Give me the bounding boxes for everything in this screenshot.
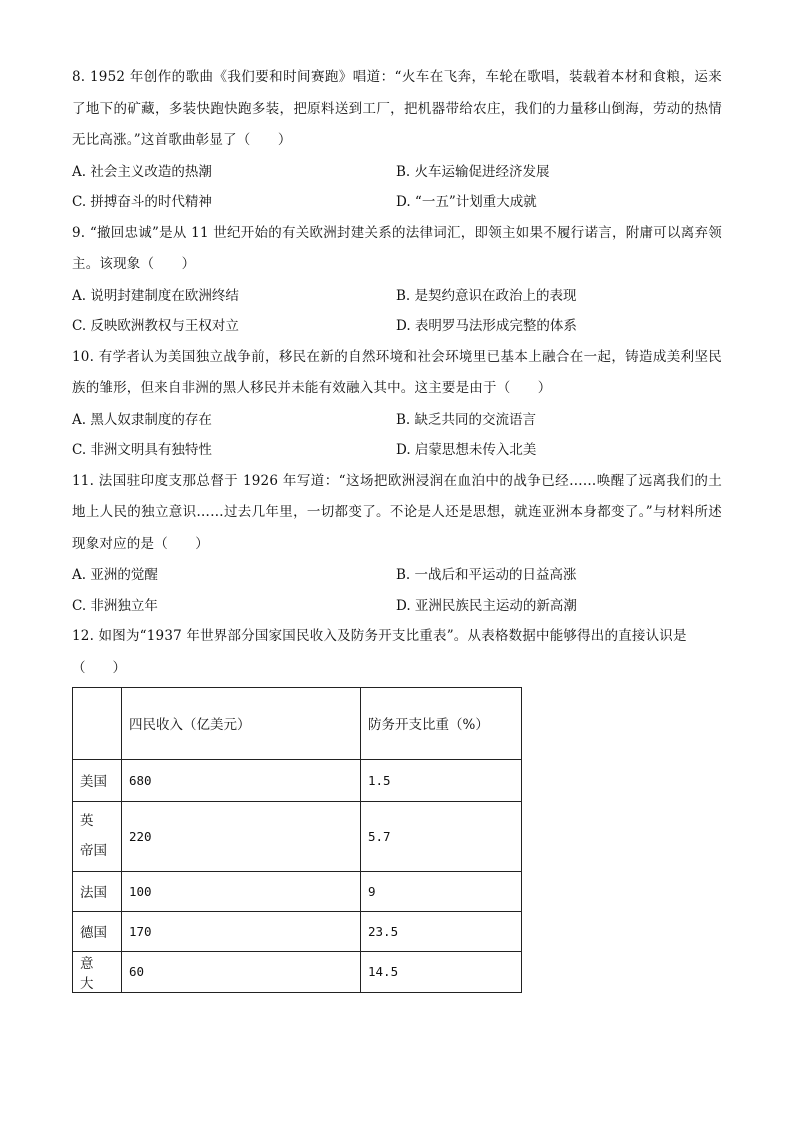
question-11 (72, 466, 722, 622)
table-cell-country: 英 帝国 (73, 801, 122, 871)
data-table (72, 687, 522, 993)
table-header-row (73, 687, 522, 759)
answer-blank: （ ） (72, 659, 126, 676)
table-cell-country: 法国 (73, 871, 122, 911)
question-stem: 9. “撤回忠诚”是从 11 世纪开始的有关欧洲封建关系的法律词汇，即领主如果不履行诺言，附庸可以离弃领主。该现象（ ） (72, 224, 722, 272)
table-row (73, 951, 522, 992)
question-stem: 8. 1952 年创作的歌曲《我们要和时间赛跑》唱道：“火车在飞奔，车轮在歌唱，装载着本材和食粮，运来了地下的矿藏，多装快跑快跑多装，把原料送到工厂，把机器带给农庄，我们的力量移山倒海，劳动的热情无比高涨。”这首歌曲彰显了（ ） (72, 69, 722, 148)
question-stem: 10. 有学者认为美国独立战争前，移民在新的自然环境和社会环境里已基本上融合在一起，铸造成美利坚民族的雏形，但来自非洲的黑人移民并未能有效融入其中。这主要是由于（ ） (72, 348, 722, 396)
options (72, 281, 722, 342)
option-a[interactable]: A. 亚洲的觉醒 (72, 567, 158, 583)
table-row (73, 911, 522, 951)
option-a[interactable]: A. 黑人奴隶制度的存在 (72, 411, 212, 428)
table-cell-country: 美国 (73, 759, 122, 801)
option-a[interactable]: A. 说明封建制度在欧洲终结 (72, 287, 239, 304)
options (72, 405, 722, 466)
option-b[interactable]: B. 火车运输促进经济发展 (396, 163, 550, 180)
table-row (73, 801, 522, 871)
question-stem: 11. 法国驻印度支那总督于 1926 年写道：“这场把欧洲浸润在血泊中的战争已经……唤醒了远离我们的土地上人民的独立意识……过去几年里，一切都变了。不论是人还是思想，就连亚洲本身都变了。”与材料所述现象对应的是（ ） (72, 472, 722, 552)
option-d[interactable]: D. 表明罗马法形成完整的体系 (396, 318, 577, 334)
option-b[interactable]: B. 是契约意识在政治上的表现 (396, 287, 577, 304)
option-d[interactable]: D. 启蒙思想未传入北美 (396, 442, 537, 458)
options (72, 560, 722, 621)
option-d[interactable]: D. 亚洲民族民主运动的新高潮 (396, 597, 577, 614)
exam-page (72, 62, 722, 993)
table-cell-defense: 9 (361, 871, 522, 911)
table-header-cell: 四民收入（亿美元） (122, 687, 361, 759)
table-cell-defense: 1.5 (361, 759, 522, 801)
table-cell-income: 220 (122, 801, 361, 871)
option-c[interactable]: C. 非洲独立年 (72, 597, 158, 614)
question-9 (72, 218, 722, 342)
question-stem: 12. 如图为“1937 年世界部分国家国民收入及防务开支比重表”。从表格数据中能够得出的直接认识是 (72, 628, 687, 644)
option-d[interactable]: D. “一五”计划重大成就 (396, 194, 537, 210)
table-cell-country: 德国 (73, 911, 122, 951)
table-header-cell (73, 687, 122, 759)
table-cell-defense: 14.5 (361, 951, 522, 992)
question-12 (72, 621, 722, 993)
table-cell-defense: 5.7 (361, 801, 522, 871)
table-cell-income: 60 (122, 951, 361, 992)
table-cell-defense: 23.5 (361, 911, 522, 951)
table-cell-income: 680 (122, 759, 361, 801)
table-cell-income: 170 (122, 911, 361, 951)
question-10 (72, 342, 722, 466)
option-c[interactable]: C. 非洲文明具有独特性 (72, 442, 212, 458)
option-b[interactable]: B. 一战后和平运动的日益高涨 (396, 567, 577, 583)
option-c[interactable]: C. 拼搏奋斗的时代精神 (72, 194, 212, 210)
table-row (73, 759, 522, 801)
table-row (73, 871, 522, 911)
question-8 (72, 62, 722, 218)
table-header-cell: 防务开支比重（%） (361, 687, 522, 759)
option-c[interactable]: C. 反映欧洲教权与王权对立 (72, 318, 239, 334)
option-a[interactable]: A. 社会主义改造的热潮 (72, 163, 212, 180)
table-cell-income: 100 (122, 871, 361, 911)
options (72, 157, 722, 218)
option-b[interactable]: B. 缺乏共同的交流语言 (396, 411, 537, 428)
table-cell-country: 意 大 (73, 951, 122, 992)
